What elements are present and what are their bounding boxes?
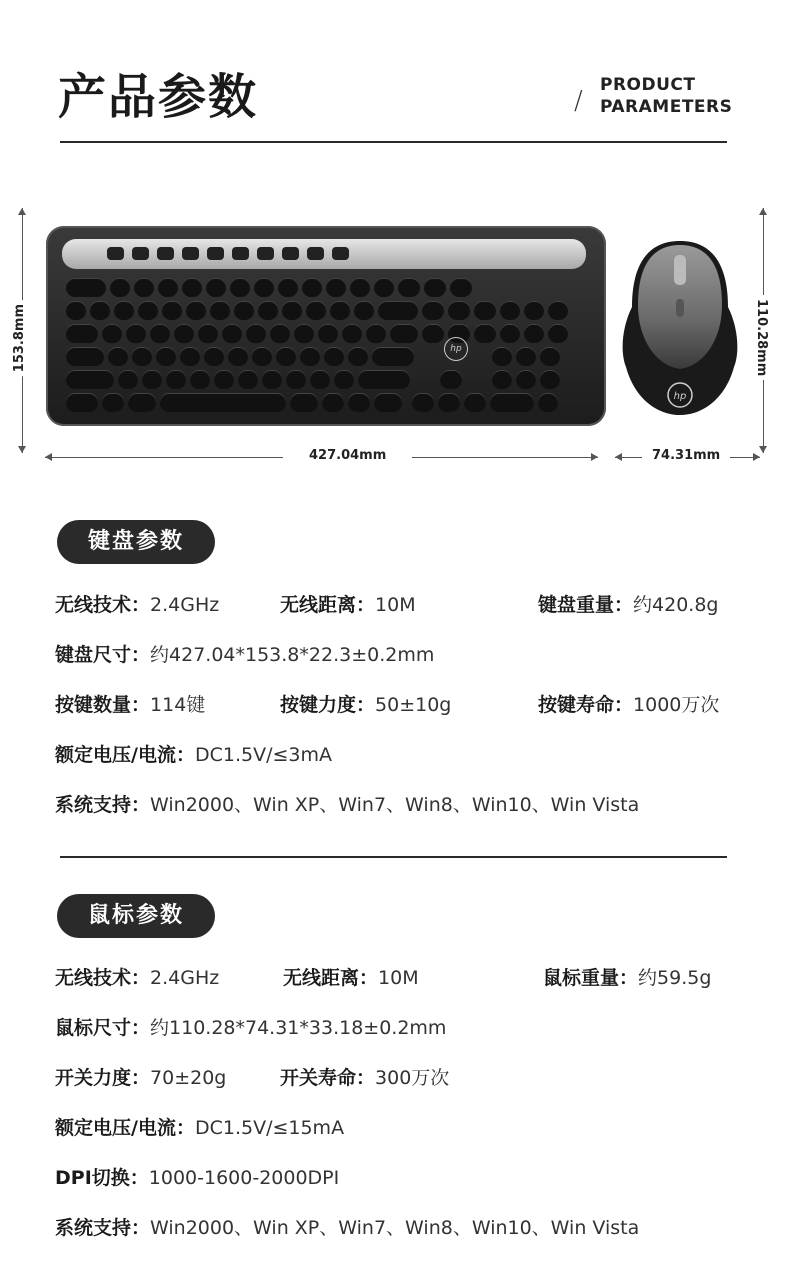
key — [342, 324, 362, 343]
spec-label: 开关寿命： — [280, 1067, 376, 1089]
key — [500, 324, 520, 343]
key — [464, 393, 486, 412]
spec-value: 50±10g — [375, 694, 452, 716]
spec-item — [55, 1215, 639, 1241]
key — [114, 301, 134, 320]
spec-label: 键盘尺寸： — [55, 644, 151, 666]
spec-item — [543, 965, 711, 991]
media-key-icon — [282, 247, 299, 260]
mouse-width-label: 74.31mm — [642, 448, 730, 463]
spec-label: 键盘重量： — [538, 594, 634, 616]
spec-value: 10M — [375, 594, 416, 616]
key-grid — [66, 278, 586, 416]
key — [372, 347, 414, 366]
key — [492, 370, 512, 389]
spec-value: 2.4GHz — [150, 967, 220, 989]
key — [516, 370, 536, 389]
key — [186, 301, 206, 320]
key — [128, 393, 156, 412]
keyboard-specs-heading: 键盘参数 — [57, 520, 215, 564]
media-key-icon — [132, 247, 149, 260]
key — [160, 393, 286, 412]
key — [378, 301, 418, 320]
key — [110, 278, 130, 297]
key — [412, 393, 434, 412]
media-key-icon — [107, 247, 124, 260]
spec-item — [538, 592, 718, 618]
media-key-icon — [257, 247, 274, 260]
key — [540, 370, 560, 389]
media-key-icon — [232, 247, 249, 260]
spec-value: 约110.28*74.31*33.18±0.2mm — [150, 1017, 447, 1039]
key — [366, 324, 386, 343]
key — [162, 301, 182, 320]
spec-item — [55, 742, 332, 768]
spec-item — [280, 592, 416, 618]
key — [358, 370, 410, 389]
key — [474, 324, 496, 343]
key — [222, 324, 242, 343]
key — [138, 301, 158, 320]
key — [182, 278, 202, 297]
spec-value: 1000-1600-2000DPI — [148, 1167, 340, 1189]
spec-label: 额定电压/电流： — [55, 1117, 195, 1139]
key — [66, 347, 104, 366]
key — [424, 278, 446, 297]
key — [324, 347, 344, 366]
key — [142, 370, 162, 389]
key — [326, 278, 346, 297]
key — [150, 324, 170, 343]
spec-value: 70±20g — [150, 1067, 227, 1089]
spec-value: 10M — [378, 967, 419, 989]
key — [270, 324, 290, 343]
key — [102, 324, 122, 343]
svg-text:hp: hp — [673, 391, 687, 402]
spec-item — [55, 1015, 446, 1041]
spec-item — [55, 792, 639, 818]
spec-label: 按键力度： — [280, 694, 376, 716]
spec-value: 2.4GHz — [150, 594, 220, 616]
key — [290, 393, 318, 412]
spec-label: 鼠标重量： — [543, 967, 639, 989]
key — [108, 347, 128, 366]
spec-item — [55, 592, 219, 618]
spec-value: 300万次 — [375, 1067, 450, 1089]
spec-item — [538, 692, 719, 718]
key — [180, 347, 200, 366]
spec-value: Win2000、Win XP、Win7、Win8、Win10、Win Vista — [150, 1217, 640, 1239]
key — [228, 347, 248, 366]
key — [66, 370, 114, 389]
spec-label: 无线距离： — [283, 967, 379, 989]
key — [354, 301, 374, 320]
key — [302, 278, 322, 297]
spec-label: 按键数量： — [55, 694, 151, 716]
mouse-image — [618, 237, 742, 419]
subtitle-line-2: PARAMETERS — [600, 97, 733, 117]
page-title: 产品参数 — [58, 69, 259, 125]
key — [166, 370, 186, 389]
spec-label: 鼠标尺寸： — [55, 1017, 151, 1039]
product-illustration — [0, 195, 790, 475]
spec-item — [55, 1165, 339, 1191]
mouse-length-label: 110.28mm — [754, 295, 769, 380]
key — [524, 301, 544, 320]
spec-value: 1000万次 — [633, 694, 720, 716]
key — [540, 347, 560, 366]
spec-label: 开关力度： — [55, 1067, 151, 1089]
media-key-icon — [307, 247, 324, 260]
key — [348, 347, 368, 366]
spec-value: 114键 — [150, 694, 206, 716]
key — [348, 393, 370, 412]
hp-logo-icon: hp — [444, 337, 468, 361]
spec-item — [55, 1115, 344, 1141]
key — [334, 370, 354, 389]
key — [440, 370, 462, 389]
key — [134, 278, 154, 297]
key — [286, 370, 306, 389]
spec-label: 系统支持： — [55, 794, 151, 816]
spec-value: DC1.5V/≤15mA — [194, 1117, 345, 1139]
key — [390, 324, 418, 343]
key — [254, 278, 274, 297]
spec-item — [55, 1065, 226, 1091]
spec-item — [55, 642, 434, 668]
key — [300, 347, 320, 366]
key — [490, 393, 534, 412]
page-subtitle-en — [600, 74, 732, 118]
key — [258, 301, 278, 320]
media-key-bar — [62, 239, 586, 269]
media-key-icon — [207, 247, 224, 260]
header-divider — [60, 141, 727, 143]
key — [548, 324, 568, 343]
key — [330, 301, 350, 320]
spec-label: 系统支持： — [55, 1217, 151, 1239]
title-divider-slash: / — [574, 86, 583, 116]
key — [438, 393, 460, 412]
key — [210, 301, 230, 320]
key — [174, 324, 194, 343]
spec-label: 无线距离： — [280, 594, 376, 616]
key — [66, 393, 98, 412]
key — [474, 301, 496, 320]
key — [204, 347, 224, 366]
key — [102, 393, 124, 412]
key — [214, 370, 234, 389]
spec-item — [280, 692, 451, 718]
spec-label: 额定电压/电流： — [55, 744, 195, 766]
key — [310, 370, 330, 389]
spec-value: 约59.5g — [638, 967, 712, 989]
spec-label: DPI切换： — [55, 1167, 149, 1189]
key — [90, 301, 110, 320]
key — [538, 393, 558, 412]
key — [118, 370, 138, 389]
key — [524, 324, 544, 343]
key — [492, 347, 512, 366]
key — [278, 278, 298, 297]
key — [282, 301, 302, 320]
spec-value: DC1.5V/≤3mA — [194, 744, 332, 766]
media-key-icon — [332, 247, 349, 260]
key — [246, 324, 266, 343]
key — [190, 370, 210, 389]
spec-item — [280, 1065, 449, 1091]
key — [158, 278, 178, 297]
media-key-icon — [182, 247, 199, 260]
key — [234, 301, 254, 320]
key — [262, 370, 282, 389]
keyboard-height-label: 153.8mm — [12, 300, 27, 376]
key — [66, 301, 86, 320]
key — [322, 393, 344, 412]
key — [132, 347, 152, 366]
spec-label: 按键寿命： — [538, 694, 634, 716]
key — [398, 278, 420, 297]
key — [156, 347, 176, 366]
key — [500, 301, 520, 320]
key — [66, 278, 106, 297]
section-divider — [60, 856, 727, 858]
key — [548, 301, 568, 320]
key — [126, 324, 146, 343]
key — [294, 324, 314, 343]
key — [230, 278, 250, 297]
subtitle-line-1: PRODUCT — [600, 75, 696, 95]
key — [422, 301, 444, 320]
key — [448, 301, 470, 320]
spec-item — [283, 965, 419, 991]
key — [374, 278, 394, 297]
key — [252, 347, 272, 366]
spec-label: 无线技术： — [55, 967, 151, 989]
key — [306, 301, 326, 320]
key — [516, 347, 536, 366]
key — [422, 324, 444, 343]
mouse-specs-heading: 鼠标参数 — [57, 894, 215, 938]
spec-value: Win2000、Win XP、Win7、Win8、Win10、Win Vista — [150, 794, 640, 816]
key — [374, 393, 402, 412]
key — [450, 278, 472, 297]
key — [206, 278, 226, 297]
key — [350, 278, 370, 297]
keyboard-image — [46, 226, 606, 426]
key — [238, 370, 258, 389]
key — [66, 324, 98, 343]
media-key-icon — [157, 247, 174, 260]
keyboard-width-label: 427.04mm — [283, 448, 412, 463]
spec-label: 无线技术： — [55, 594, 151, 616]
spec-value: 约427.04*153.8*22.3±0.2mm — [150, 644, 435, 666]
spec-item — [55, 965, 219, 991]
spec-value: 约420.8g — [633, 594, 719, 616]
key — [318, 324, 338, 343]
key — [276, 347, 296, 366]
key — [198, 324, 218, 343]
spec-item — [55, 692, 205, 718]
